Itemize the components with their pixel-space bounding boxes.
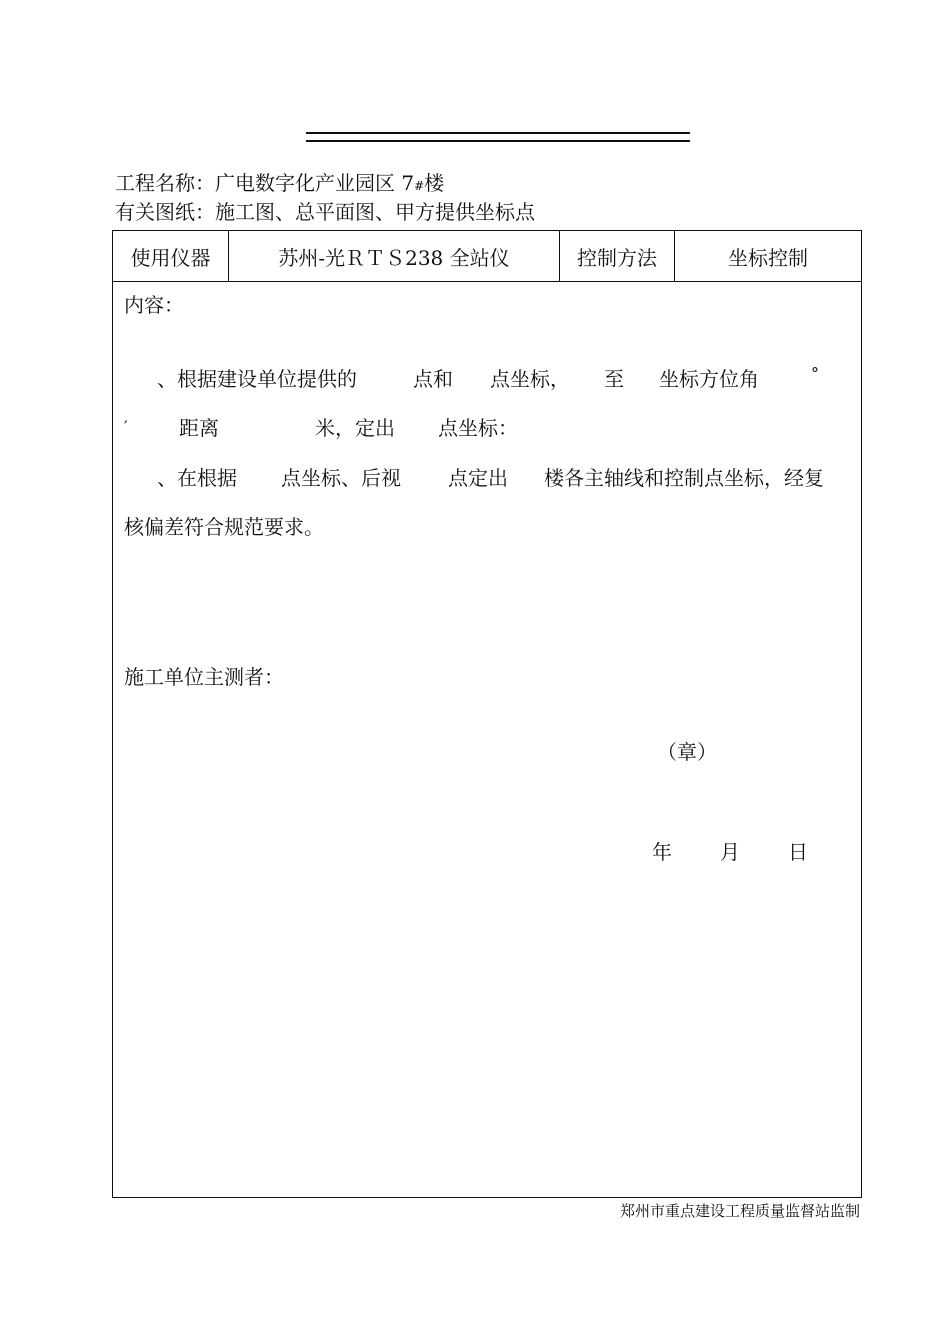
degree-symbol: ° xyxy=(811,364,819,383)
method-label: 控制方法 xyxy=(560,231,675,281)
content-text: 至 xyxy=(604,367,624,391)
document-title xyxy=(300,82,700,118)
project-number-sign: # xyxy=(414,179,425,193)
content-text: 距离 xyxy=(179,416,219,440)
drawings-value: 施工图、总平面图、甲方提供坐标点 xyxy=(215,200,535,224)
surveyor-label: 施工单位主测者： xyxy=(124,665,284,689)
content-text: 点坐标， xyxy=(490,367,570,391)
content-text: 点和 xyxy=(413,367,453,391)
content-text: 核偏差符合规范要求。 xyxy=(124,515,324,539)
instrument-label: 使用仪器 xyxy=(113,231,229,281)
issuer-footer: 郑州市重点建设工程质量监督站监制 xyxy=(619,1202,860,1220)
project-name-value: 广电数字化产业园区 7 xyxy=(215,171,415,195)
content-text: 点坐标、后视 xyxy=(281,466,401,490)
content-text: 点定出 xyxy=(448,466,508,490)
project-name-label: 工程名称： xyxy=(115,171,215,195)
content-text: 点坐标： xyxy=(438,416,518,440)
project-name-line xyxy=(115,170,444,199)
content-text: 、在根据 xyxy=(157,466,237,490)
project-name-tail: 楼 xyxy=(424,171,445,195)
date-month: 月 xyxy=(720,840,740,864)
survey-record-table xyxy=(112,230,862,1198)
method-value: 坐标控制 xyxy=(728,245,808,270)
seal-placeholder: （章） xyxy=(657,740,717,764)
date-year: 年 xyxy=(652,840,672,864)
content-text: 坐标方位角 xyxy=(659,367,759,391)
drawings-line xyxy=(115,199,535,225)
content-text: 楼各主轴线和控制点坐标，经复 xyxy=(544,466,824,490)
content-text: 米，定出 xyxy=(315,416,395,440)
content-heading: 内容： xyxy=(124,293,184,317)
date-day: 日 xyxy=(788,840,808,864)
content-text: 、根据建设单位提供的 xyxy=(157,367,357,391)
title-rule-bottom xyxy=(306,140,690,142)
instrument-value: 苏州-光ＲＴＳ238 全站仪 xyxy=(229,231,560,281)
drawings-label: 有关图纸： xyxy=(115,200,215,224)
header-row xyxy=(113,231,861,282)
title-rule-top xyxy=(306,132,690,134)
minute-symbol: ′ xyxy=(124,417,128,436)
